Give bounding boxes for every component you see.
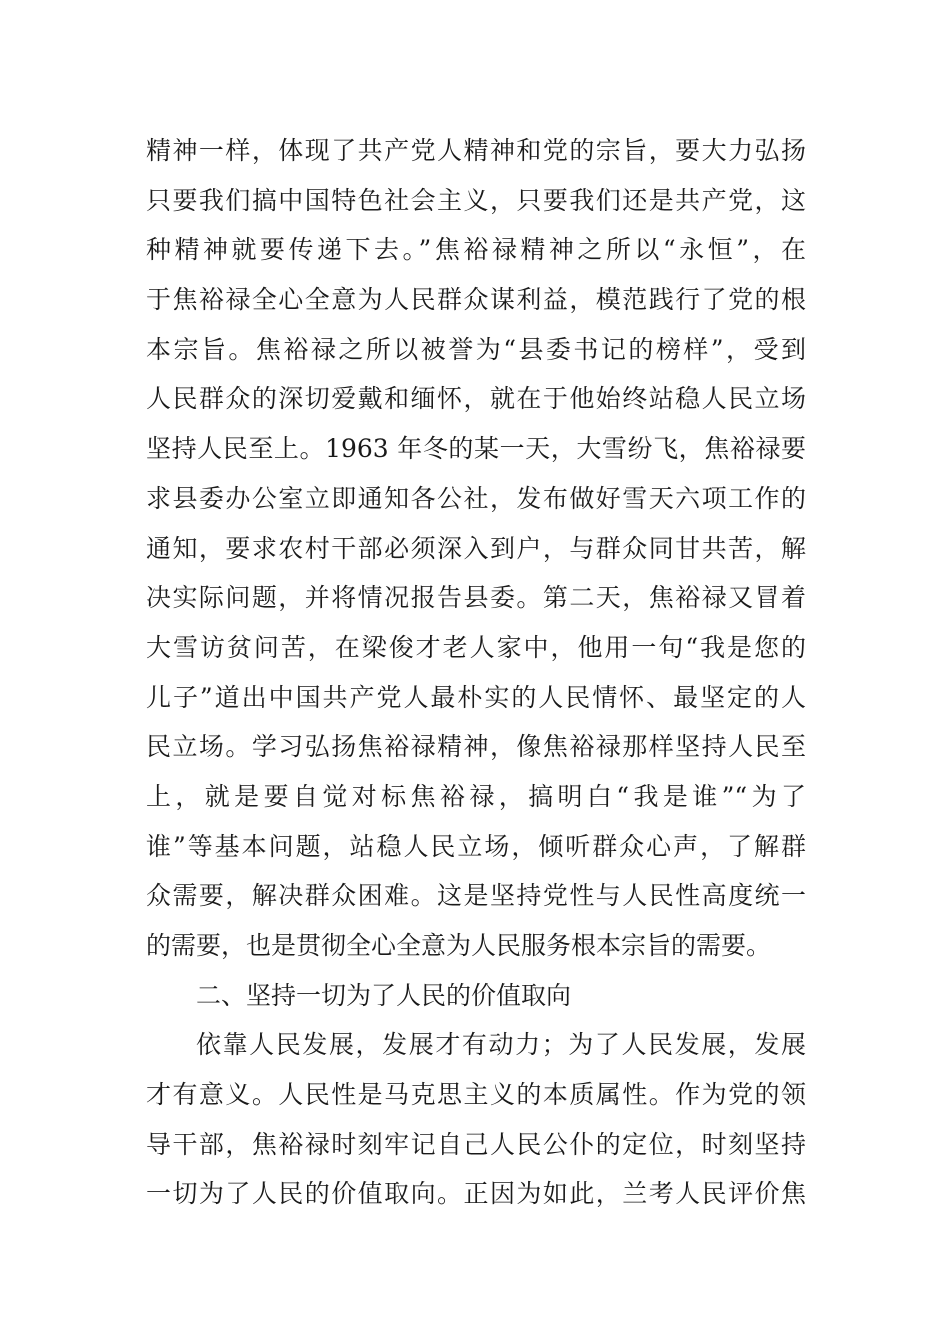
text-line: 一切为了人民的价值取向。正因为如此，兰考人民评价焦	[146, 1179, 806, 1209]
text-line: 决实际问题，并将情况报告县委。第二天，焦裕禄又冒着	[146, 583, 806, 613]
text-line: 人民群众的深切爱戴和缅怀，就在于他始终站稳人民立场	[146, 384, 806, 414]
section-heading: 二、坚持一切为了人民的价值取向	[196, 980, 572, 1010]
text-line: 上，就是要自觉对标焦裕禄，搞明白“我是谁”“为了	[146, 781, 806, 811]
text-line: 只要我们搞中国特色社会主义，只要我们还是共产党，这	[146, 185, 806, 215]
text-line: 民立场。学习弘扬焦裕禄精神，像焦裕禄那样坚持人民至	[146, 732, 806, 762]
text-line: 儿子”道出中国共产党人最朴实的人民情怀、最坚定的人	[146, 682, 806, 712]
text-line: 本宗旨。焦裕禄之所以被誉为“县委书记的榜样”，受到	[146, 334, 806, 364]
text-line: 才有意义。人民性是马克思主义的本质属性。作为党的领	[146, 1080, 806, 1110]
text-line: 众需要，解决群众困难。这是坚持党性与人民性高度统一	[146, 881, 806, 911]
text-line: 种精神就要传递下去。”焦裕禄精神之所以“永恒”，在	[146, 235, 806, 265]
text-line: 大雪访贫问苦，在梁俊才老人家中，他用一句“我是您的	[146, 632, 806, 662]
text-line: 依靠人民发展，发展才有动力；为了人民发展，发展	[196, 1030, 806, 1060]
text-line: 谁”等基本问题，站稳人民立场，倾听群众心声，了解群	[146, 831, 806, 861]
text-line: 于焦裕禄全心全意为人民群众谋利益，模范践行了党的根	[146, 285, 806, 315]
text-line: 导干部，焦裕禄时刻牢记自己人民公仆的定位，时刻坚持	[146, 1129, 806, 1159]
text-line: 精神一样，体现了共产党人精神和党的宗旨，要大力弘扬	[146, 136, 806, 165]
text-line: 坚持人民至上。1963 年冬的某一天，大雪纷飞，焦裕禄要	[146, 434, 806, 464]
text-line: 的需要，也是贯彻全心全意为人民服务根本宗旨的需要。	[146, 931, 772, 960]
body-text	[146, 126, 806, 1219]
text-line: 求县委办公室立即通知各公社，发布做好雪天六项工作的	[146, 483, 806, 513]
text-line: 通知，要求农村干部必须深入到户，与群众同甘共苦，解	[146, 533, 806, 563]
